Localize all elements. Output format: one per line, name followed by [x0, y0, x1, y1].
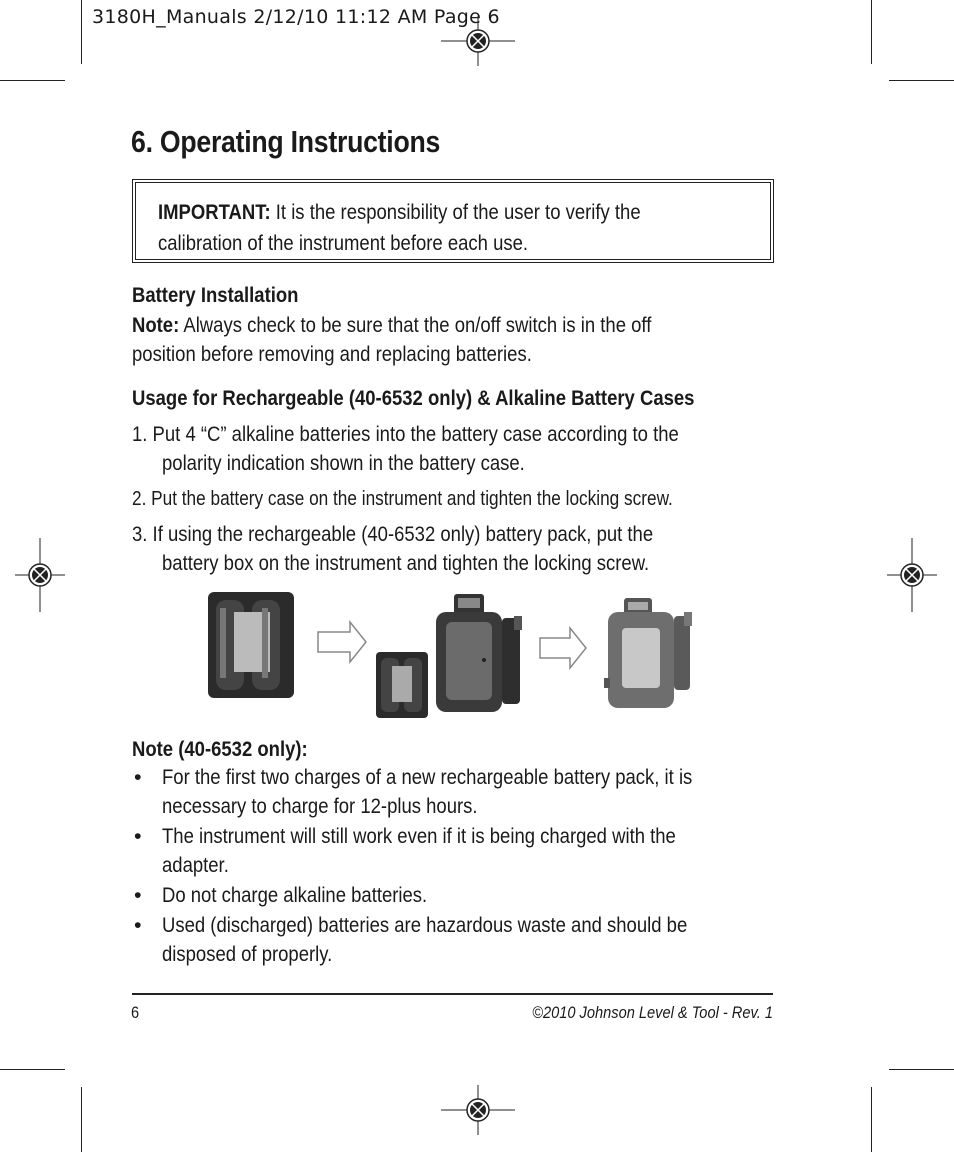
- instrument-back-image: [436, 594, 522, 712]
- crop-mark-bottom-right-v: [871, 1087, 872, 1152]
- battery-note-line-2: position before removing and replacing batteries.: [132, 342, 532, 366]
- important-notice-box: [132, 179, 774, 263]
- registration-mark-icon: [441, 1085, 515, 1135]
- print-slug: 3180H_Manuals 2/12/10 11:12 AM Page 6: [92, 6, 500, 28]
- crop-mark-bottom-left-v: [81, 1087, 82, 1152]
- footer-rule: [132, 993, 773, 995]
- registration-mark-icon: [441, 16, 515, 66]
- arrow-right-icon: [540, 628, 586, 668]
- bullet-2-line-1: The instrument will still work even if it is being charged with the: [162, 824, 676, 848]
- battery-installation-heading: Battery Installation: [132, 283, 299, 307]
- step-3-line-2: battery box on the instrument and tighten the locking screw.: [162, 551, 650, 575]
- step-1-line-1: 1. Put 4 “C” alkaline batteries into the battery case according to the: [132, 422, 679, 446]
- battery-installation-illustration: [196, 588, 716, 723]
- step-2: 2. Put the battery case on the instrument and tighten the locking screw.: [132, 487, 673, 510]
- copyright-text: ©2010 Johnson Level & Tool - Rev. 1: [532, 1003, 773, 1022]
- note-40-6532-heading: Note (40-6532 only):: [132, 737, 308, 761]
- registration-mark-icon: [887, 538, 937, 612]
- crop-mark-bottom-left-h: [0, 1069, 65, 1070]
- bullet-1-line-2: necessary to charge for 12-plus hours.: [162, 794, 478, 818]
- important-label: IMPORTANT:: [158, 200, 271, 224]
- bullet-icon: •: [134, 883, 142, 907]
- step-1-line-2: polarity indication shown in the battery case.: [162, 451, 525, 475]
- crop-mark-top-right-h: [889, 80, 954, 81]
- page-title: 6. Operating Instructions: [131, 124, 441, 159]
- battery-note-line-1: Note: Always check to be sure that the on/off switch is in the off: [132, 313, 652, 337]
- battery-case-small-image: [376, 652, 428, 718]
- arrow-right-icon: [318, 622, 366, 662]
- crop-mark-top-left-h: [0, 80, 65, 81]
- important-notice-text: [158, 197, 760, 259]
- bullet-2-line-2: adapter.: [162, 853, 229, 877]
- step-3-line-1: 3. If using the rechargeable (40-6532 only) battery pack, put the: [132, 522, 654, 546]
- bullet-4-line-2: disposed of properly.: [162, 942, 333, 966]
- bullet-4-line-1: Used (discharged) batteries are hazardous waste and should be: [162, 913, 688, 937]
- usage-heading: Usage for Rechargeable (40-6532 only) & Alkaline Battery Cases: [132, 386, 695, 410]
- bullet-icon: •: [134, 765, 142, 789]
- bullet-1-line-1: For the first two charges of a new rechargeable battery pack, it is: [162, 765, 693, 789]
- crop-mark-bottom-right-h: [889, 1069, 954, 1070]
- important-line-1: It is the responsibility of the user to verify the: [275, 200, 641, 224]
- important-line-2: calibration of the instrument before each use.: [158, 231, 529, 255]
- crop-mark-top-left-v: [81, 0, 82, 64]
- note-label: Note:: [132, 313, 180, 337]
- bullet-icon: •: [134, 824, 142, 848]
- instrument-with-battery-image: [604, 598, 692, 708]
- crop-mark-top-right-v: [871, 0, 872, 64]
- page-number: 6: [131, 1003, 140, 1022]
- bullet-3-line-1: Do not charge alkaline batteries.: [162, 883, 428, 907]
- registration-mark-icon: [15, 538, 65, 612]
- bullet-icon: •: [134, 913, 142, 937]
- battery-case-image: [208, 592, 294, 698]
